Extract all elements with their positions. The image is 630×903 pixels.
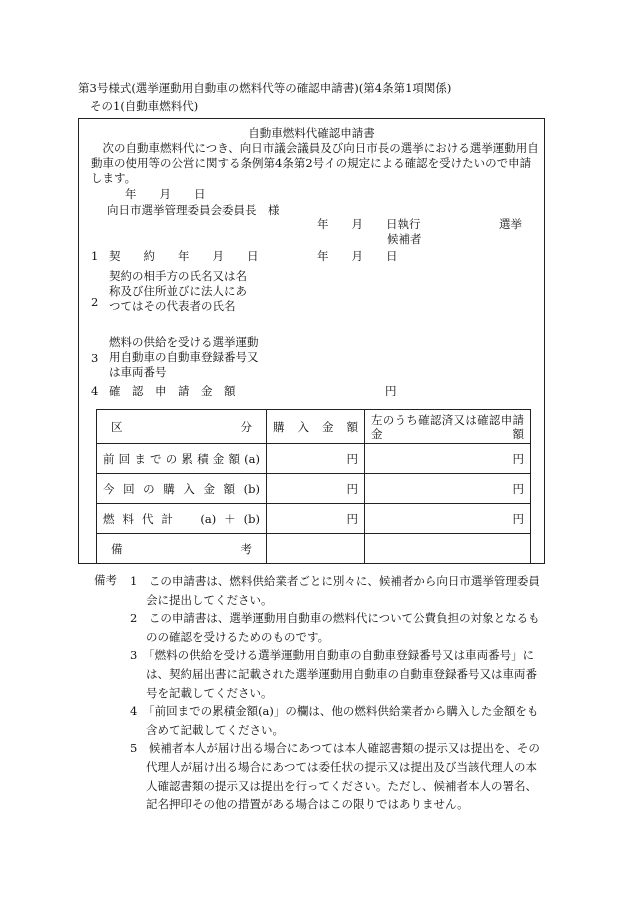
item-number: 3 xyxy=(91,351,99,365)
row-confirmed: 円 xyxy=(365,504,531,534)
note-item: 3 「燃料の供給を受ける選挙運動用自動車の自動車登録番号又は車両番号」には、契約届出書に記載された選挙運動用自動車の自動車登録番号又は車両番号を記載してください。 xyxy=(130,648,537,700)
addressee: 向日市選挙管理委員会委員長 様 xyxy=(107,203,280,217)
table-row xyxy=(97,444,531,474)
header-purchase-amount: 購 入 金 額 xyxy=(267,410,365,444)
notes-label: 備考 xyxy=(94,573,117,587)
header-confirmed-amount: 左のうち確認済又は確認申請金額 xyxy=(365,410,531,444)
row-confirmed: 円 xyxy=(365,474,531,504)
header-category: 区 分 xyxy=(97,410,267,444)
election-label: 選挙 xyxy=(499,217,522,231)
amount-table xyxy=(96,409,531,564)
note-item: 4 「前回までの累積金額(a)」の欄は、他の燃料供給業者から購入した金額をも含めて記載してください。 xyxy=(130,704,539,737)
date-line: 年 月 日 xyxy=(125,187,206,201)
form-title: 自動車燃料代確認申請書 xyxy=(248,126,375,140)
sub-header: その1(自動車燃料代) xyxy=(90,99,199,113)
candidate-label: 候補者 xyxy=(387,232,422,246)
item-label-amount: 確 認 申 請 金 額 xyxy=(109,384,236,398)
row-purchase: 円 xyxy=(267,444,365,474)
table-row xyxy=(97,534,531,564)
row-label: 前回までの累積金額(a) xyxy=(97,444,267,474)
row-purchase xyxy=(267,534,365,564)
item-value-amount: 円 xyxy=(385,384,397,398)
table-header-row xyxy=(97,410,531,444)
application-form-frame xyxy=(78,118,545,564)
intro-text: 次の自動車燃料代につき、向日市議会議員及び向日市長の選挙における選挙運動用自動車の使用等の公営に関する条例第4条第2号イの規定による確認を受けたいので申請します。 xyxy=(91,141,539,185)
row-label: 燃料代計 (a)＋(b) xyxy=(97,504,267,534)
notes-section xyxy=(94,572,548,814)
item-number: 2 xyxy=(91,295,99,309)
item-number: 1 xyxy=(91,249,99,263)
item-label-contractor: 契約の相手方の氏名又は名称及び住所並びに法人にあつてはその代表者の氏名 xyxy=(109,269,247,313)
election-date-line: 年 月 日執行 xyxy=(317,217,421,231)
row-confirmed: 円 xyxy=(365,444,531,474)
table-row xyxy=(97,504,531,534)
form-header: 第3号様式(選挙運動用自動車の燃料代等の確認申請書)(第4条第1項関係) xyxy=(78,81,452,95)
row-purchase: 円 xyxy=(267,474,365,504)
note-item: 1 この申請書は、燃料供給業者ごとに別々に、候補者から向日市選挙管理委員会に提出してください。 xyxy=(130,574,540,607)
row-purchase: 円 xyxy=(267,504,365,534)
note-item: 2 この申請書は、選挙運動用自動車の燃料代について公費負担の対象となるものの確認を受けるためのものです。 xyxy=(130,611,540,644)
item-number: 4 xyxy=(91,384,99,398)
row-confirmed xyxy=(365,534,531,564)
item-value-contract-date: 年 月 日 xyxy=(317,249,398,263)
row-label: 今回の購入金額(b) xyxy=(97,474,267,504)
table-row xyxy=(97,474,531,504)
note-item: 5 候補者本人が届け出る場合にあつては本人確認書類の提示又は提出を、その代理人が届け出る場合にあつては委任状の提示又は提出及び当該代理人の本人確認書類の提示又は提出を行ってください。ただし、候補者本人の署名、記名押印その他の措置がある場合はこの限りではありません。 xyxy=(130,741,540,812)
row-label: 備 考 xyxy=(97,534,267,564)
item-label-contract-date: 契 約 年 月 日 xyxy=(109,249,259,263)
item-label-vehicle-number: 燃料の供給を受ける選挙運動用自動車の自動車登録番号又は車両番号 xyxy=(109,335,259,379)
